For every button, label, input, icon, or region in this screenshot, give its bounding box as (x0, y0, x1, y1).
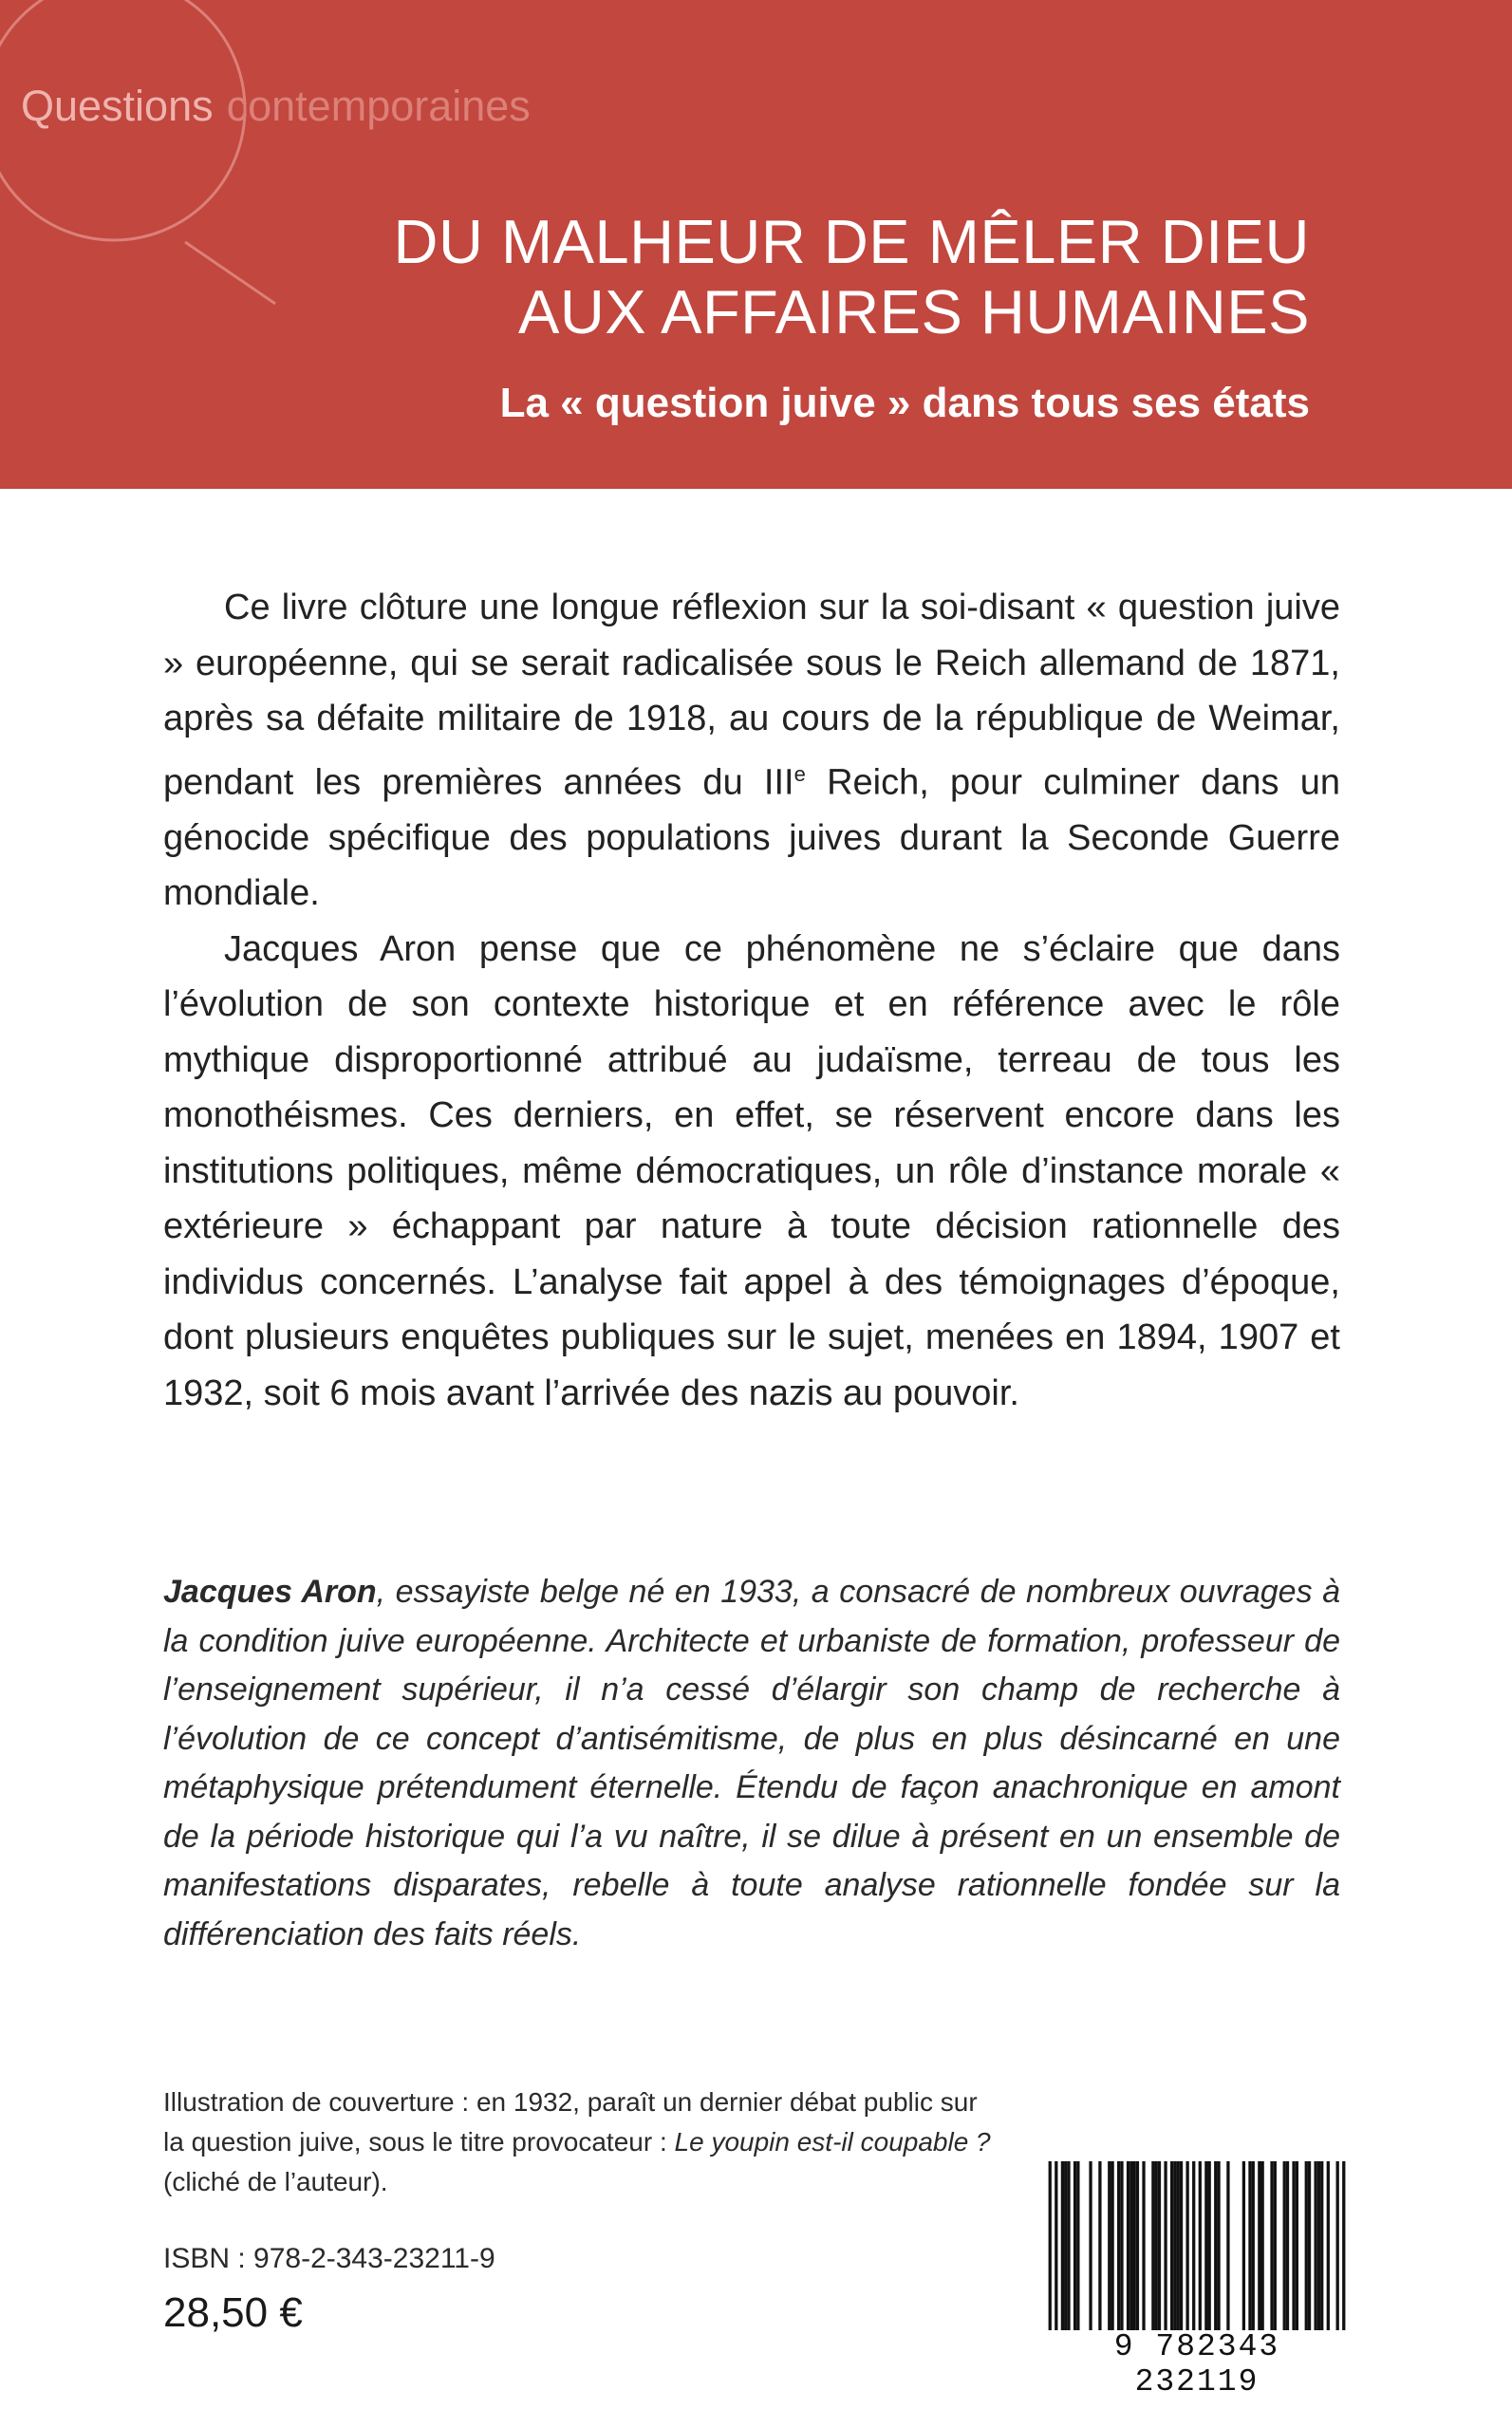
barcode-bar (1073, 2161, 1076, 2330)
barcode-bar (1127, 2161, 1129, 2330)
series-name (21, 78, 531, 135)
barcode-bar (1305, 2161, 1308, 2330)
title-line-2: AUX AFFAIRES HUMAINES (517, 277, 1310, 346)
credit-line-2-italic: Le youpin est-il coupable ? (674, 2127, 991, 2157)
summary-p1-a: Ce livre clôture une longue réflexion sur la soi-disant « question juive » européenne, qui se serait radicalisée sous le Reich allemand de 1871, après sa défaite militaire de 1918, au cours de la république de Weimar, pendant les premières années du III (163, 588, 1340, 803)
barcode-bar (1258, 2161, 1260, 2330)
barcode-bar (1129, 2161, 1132, 2330)
barcode-bar (1204, 2161, 1207, 2330)
barcode-bar (1055, 2161, 1057, 2330)
isbn: ISBN : 978-2-343-23211-9 (163, 2243, 495, 2274)
barcode-bar (1132, 2161, 1135, 2330)
barcode-bar (1049, 2161, 1052, 2330)
credit-line-2-text: la question juive, sous le titre provocateur : (163, 2127, 675, 2157)
title-line-1: DU MALHEUR DE MÊLER DIEU (393, 207, 1310, 276)
author-bio (163, 1568, 1340, 1959)
barcode-bar (1120, 2161, 1123, 2330)
barcode-bar (1111, 2161, 1113, 2330)
barcode-bar (1173, 2161, 1176, 2330)
barcode-bar (1314, 2161, 1316, 2330)
header-band (0, 0, 1512, 489)
barcode-number: 9 782343 232119 (1113, 2329, 1280, 2400)
barcode-bar (1320, 2161, 1323, 2330)
price: 28,50 € (163, 2289, 303, 2336)
barcode-bar (1089, 2161, 1092, 2330)
barcode-bar (1155, 2161, 1158, 2330)
q-logo-icon (0, 0, 304, 313)
summary-p1-b: Reich, pour culminer dans un génocide spécifique des populations juives durant la Seconde Guerre mondiale. (163, 762, 1340, 914)
summary-text (163, 580, 1340, 1421)
bio-text: , essayiste belge né en 1933, a consacré de nombreux ouvrages à la condition juive européenne. Architecte et urbaniste de formation, professeur de l’enseignement supérieur, il n’a cessé d’élargir son champ de recherche à l’évolution de ce concept d’antisémitisme, de plus en plus désincarné en une métaphysique prétendument éternelle. Étendu de façon anachronique en amont de la période historique qui l’a vu naître, il se dilue à présent en un ensemble de manifestations disparates, rebelle à toute analyse rationnelle fondée sur la différenciation des faits réels. (163, 1574, 1340, 1952)
author-name: Jacques Aron (163, 1574, 377, 1610)
barcode-bar (1180, 2161, 1183, 2330)
summary-p1-sup: e (793, 761, 806, 786)
credit-line-1: Illustration de couverture : en 1932, paraît un dernier débat public sur (163, 2087, 978, 2117)
barcode-bar (1248, 2161, 1251, 2330)
barcode-bar (1199, 2161, 1202, 2330)
barcode-bar (1098, 2161, 1101, 2330)
barcode-bar (1296, 2161, 1298, 2330)
barcode-bar (1170, 2161, 1173, 2330)
barcode-bar (1274, 2161, 1277, 2330)
barcode-bar (1292, 2161, 1295, 2330)
barcode-bar (1117, 2161, 1120, 2330)
credit-line-2 (163, 2122, 1122, 2162)
barcode-bar (1286, 2161, 1289, 2330)
barcode-bar (1142, 2161, 1145, 2330)
barcode-bar (1158, 2161, 1161, 2330)
barcode-bar (1261, 2161, 1264, 2330)
book-subtitle: La « question juive » dans tous ses états (499, 380, 1310, 426)
barcode-bar (1342, 2161, 1345, 2330)
series-word-2: contemporaines (226, 82, 531, 130)
barcode-bar (1283, 2161, 1286, 2330)
barcode-bar (1208, 2161, 1211, 2330)
barcode-bar (1226, 2161, 1229, 2330)
barcode-bar (1336, 2161, 1339, 2330)
barcode-bar (1185, 2161, 1188, 2330)
barcode-bar (1067, 2161, 1070, 2330)
barcode-bar (1270, 2161, 1273, 2330)
barcode-bar (1252, 2161, 1255, 2330)
barcode-bar (1192, 2161, 1195, 2330)
barcode-bar (1177, 2161, 1180, 2330)
series-word-1: Questions (21, 82, 214, 130)
barcode-bar (1108, 2161, 1111, 2330)
barcode-bar (1217, 2161, 1220, 2330)
summary-paragraph-2: Jacques Aron pense que ce phénomène ne s’éclaire que dans l’évolution de son contexte historique et en référence avec le rôle mythique disproportionné attribué au judaïsme, terreau de tous les monothéismes. Ces derniers, en effet, se réservent encore dans les institutions politiques, même démocratiques, un rôle d’instance morale « extérieure » échappant par nature à toute décision rationnelle des individus concernés. L’analyse fait appel à des témoignages d’époque, dont plusieurs enquêtes publiques sur le sujet, menées en 1894, 1907 et 1932, soit 6 mois avant l’arrivée des nazis au pouvoir. (163, 928, 1340, 1413)
barcode-bar (1317, 2161, 1320, 2330)
barcode-bar (1151, 2161, 1154, 2330)
barcode-bar (1136, 2161, 1139, 2330)
barcode-bar (1214, 2161, 1217, 2330)
barcode-bar (1076, 2161, 1079, 2330)
summary-paragraph-1 (163, 580, 1340, 922)
barcode-bar (1061, 2161, 1064, 2330)
barcode-bar (1327, 2161, 1330, 2330)
barcode-bar (1242, 2161, 1245, 2330)
barcode-bar (1164, 2161, 1167, 2330)
book-title (394, 207, 1310, 347)
barcode-bar (1064, 2161, 1067, 2330)
credit-line-3: (cliché de l’auteur). (163, 2167, 388, 2196)
barcode-bars-icon (1042, 2161, 1352, 2330)
cover-credit (163, 2082, 1122, 2202)
barcode-bar (1308, 2161, 1311, 2330)
